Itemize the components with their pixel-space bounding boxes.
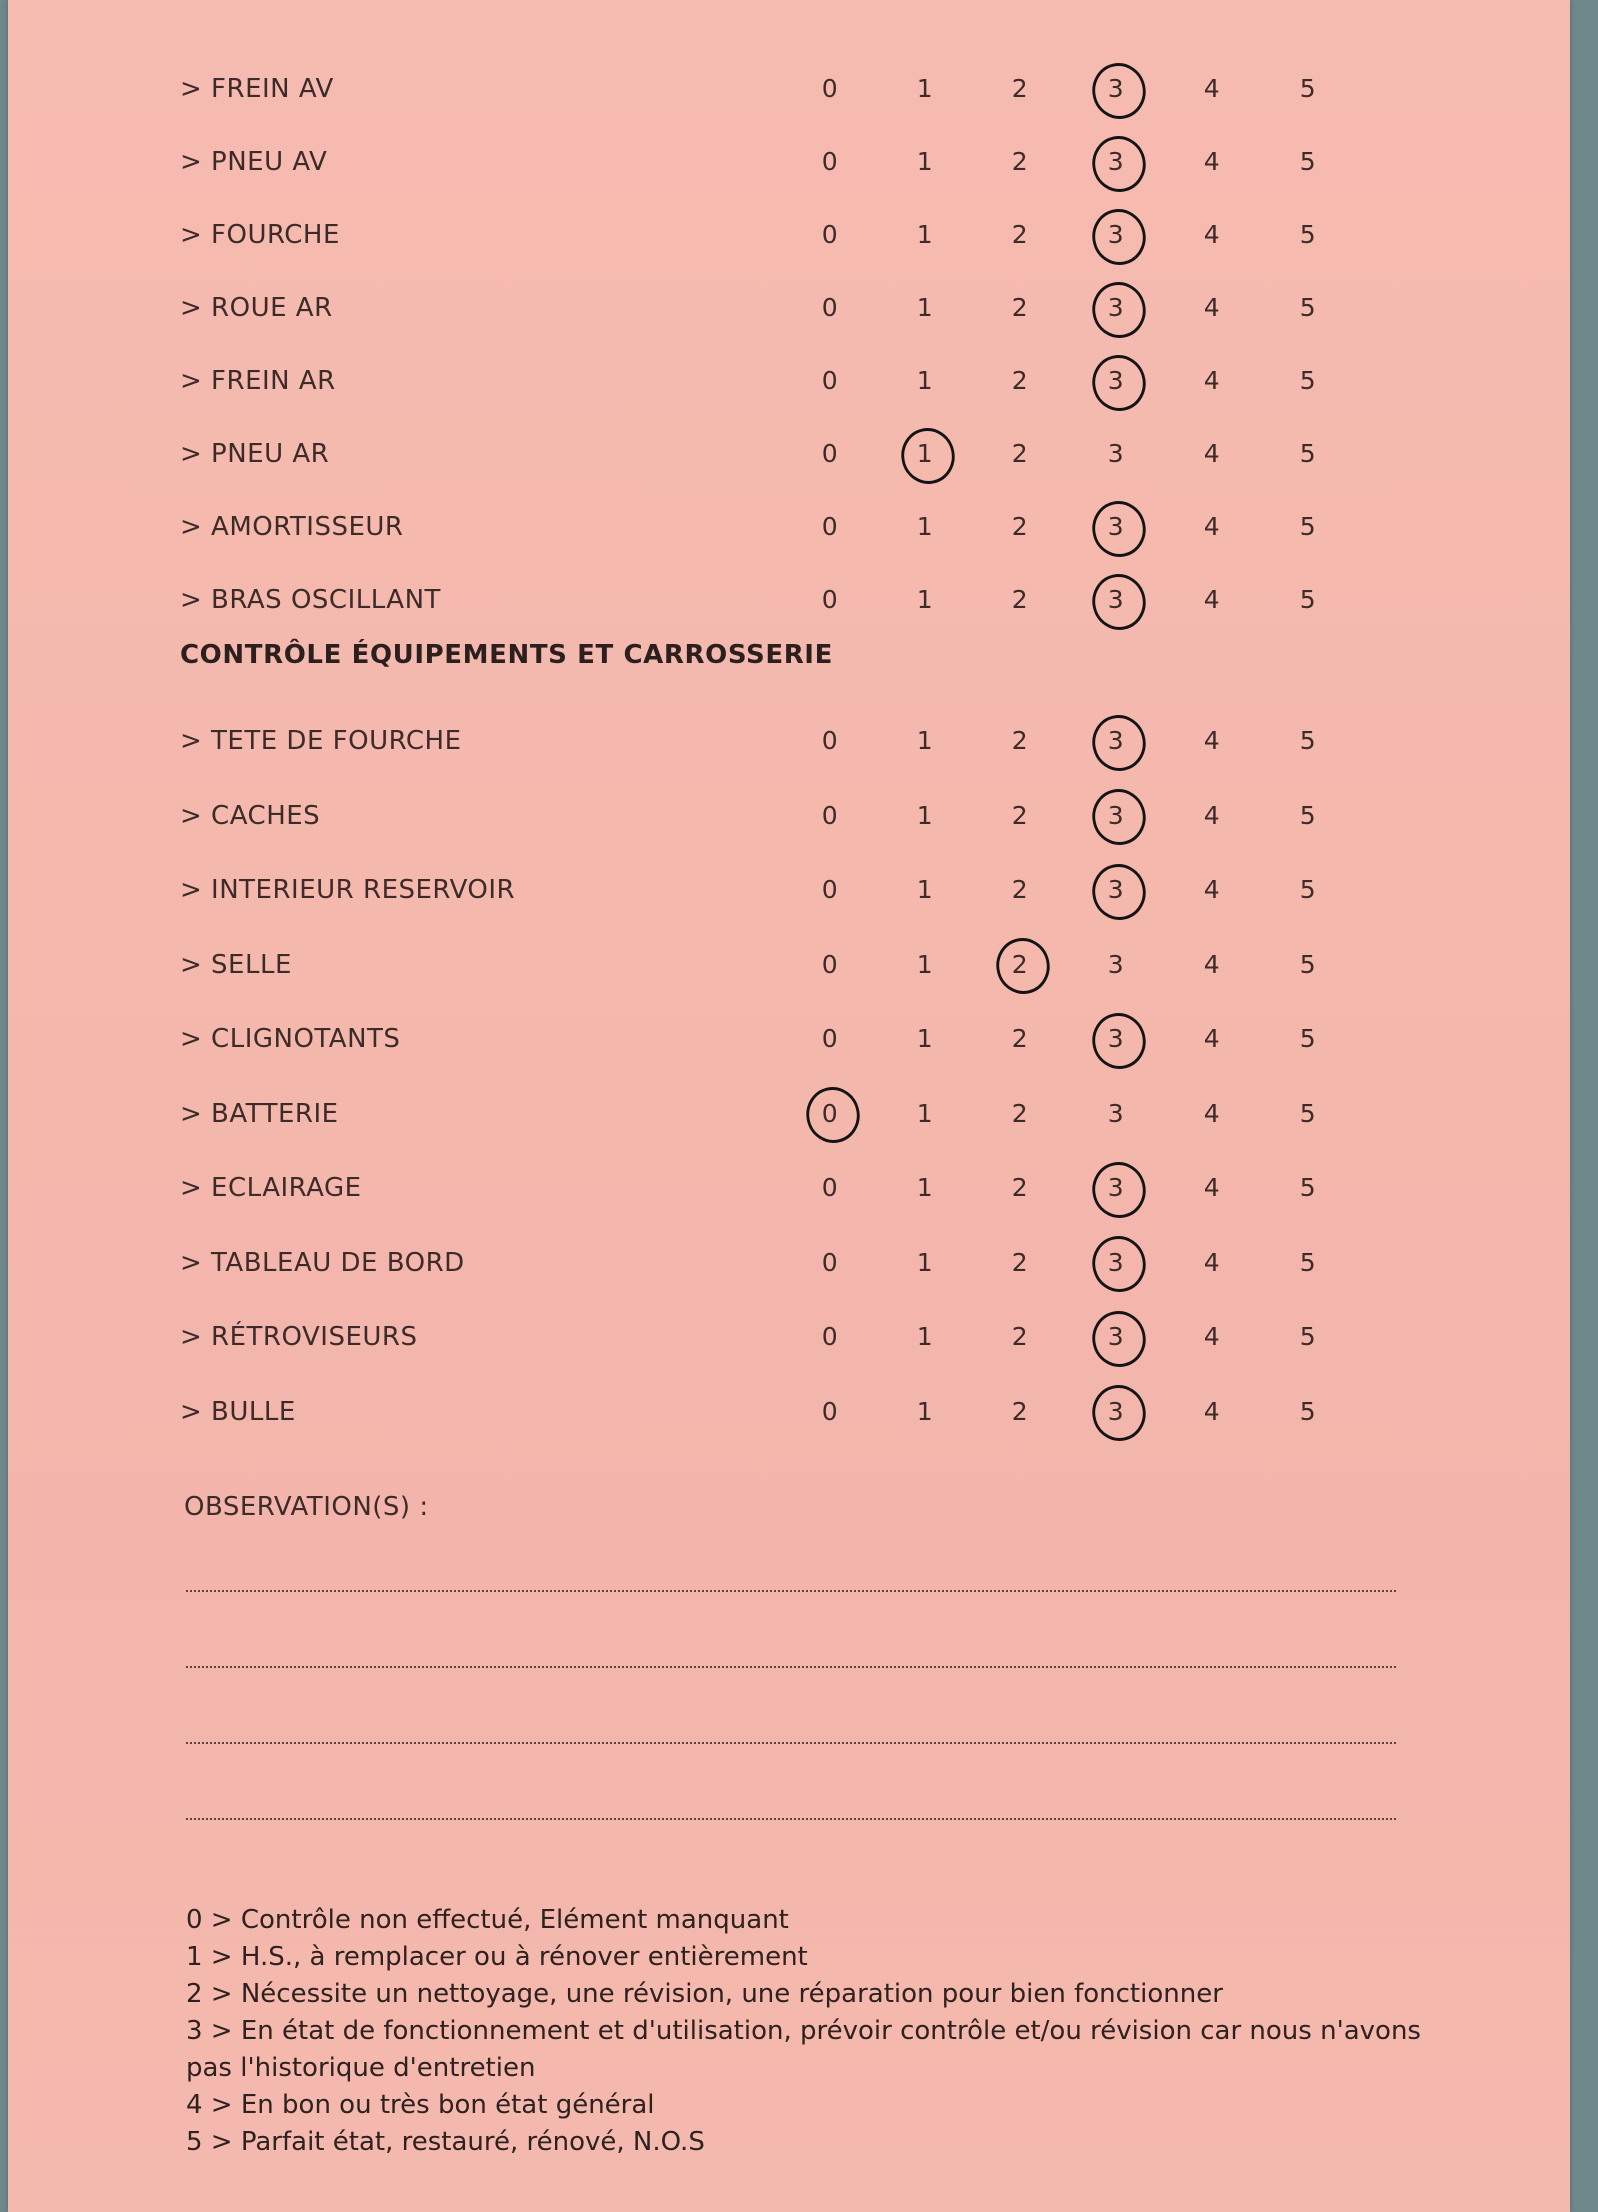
- score-option[interactable]: 4: [1203, 439, 1221, 468]
- row-label: > INTERIEUR RESERVOIR: [180, 875, 516, 905]
- legend-item: 3 > En état de fonctionnement et d'utilisation, prévoir contrôle et/ou révision car nous n'avons pas l'historique d'entretien: [186, 2016, 1421, 2083]
- score-option-selected[interactable]: 3: [1086, 74, 1146, 103]
- checklist-row: [8, 279, 1570, 339]
- score-option-selected[interactable]: 3: [1086, 801, 1146, 830]
- score-option[interactable]: 4: [1203, 1396, 1221, 1426]
- row-label: > AMORTISSEUR: [180, 512, 404, 542]
- score-option[interactable]: 2: [1011, 875, 1029, 904]
- score-option[interactable]: 0: [821, 726, 839, 755]
- score-option[interactable]: 0: [821, 1396, 839, 1426]
- score-option[interactable]: 1: [916, 1024, 934, 1053]
- score-option[interactable]: 5: [1299, 949, 1317, 979]
- score-option[interactable]: 2: [1011, 1098, 1029, 1128]
- checklist-row: [8, 861, 1570, 921]
- score-option[interactable]: 4: [1203, 512, 1221, 541]
- legend-item: 5 > Parfait état, restauré, rénové, N.O.S: [186, 2127, 705, 2157]
- observation-line[interactable]: [186, 1742, 1396, 1744]
- score-option[interactable]: 4: [1203, 1322, 1221, 1351]
- section-title: CONTRÔLE ÉQUIPEMENTS ET CARROSSERIE: [180, 640, 833, 670]
- checklist-row: [8, 787, 1570, 847]
- score-option[interactable]: 4: [1203, 585, 1221, 614]
- score-option[interactable]: 4: [1203, 1173, 1221, 1202]
- checklist-row: [8, 60, 1570, 120]
- score-option[interactable]: 0: [821, 1173, 839, 1202]
- score-option[interactable]: 0: [821, 293, 839, 322]
- score-option[interactable]: 5: [1299, 439, 1317, 468]
- score-option[interactable]: 0: [821, 74, 839, 103]
- row-label: > TETE DE FOURCHE: [180, 726, 462, 756]
- score-option[interactable]: 1: [916, 147, 934, 176]
- score-option[interactable]: 2: [1011, 1322, 1029, 1351]
- legend-item: 1 > H.S., à remplacer ou à rénover entièrement: [186, 1942, 808, 1972]
- score-option[interactable]: 1: [916, 726, 934, 755]
- score-option[interactable]: 5: [1299, 800, 1317, 830]
- score-option[interactable]: 0: [821, 585, 839, 614]
- row-label: > ROUE AR: [180, 293, 333, 323]
- score-option[interactable]: 2: [1011, 585, 1029, 614]
- row-label: > FOURCHE: [180, 220, 340, 250]
- row-label: > FREIN AV: [180, 74, 334, 104]
- inspection-sheet: [8, 0, 1570, 2212]
- score-option[interactable]: 5: [1299, 1247, 1317, 1277]
- row-label: > PNEU AV: [180, 147, 328, 177]
- legend-item: 4 > En bon ou très bon état général: [186, 2090, 655, 2120]
- score-option-selected[interactable]: 3: [1086, 1322, 1146, 1351]
- row-label: > RÉTROVISEURS: [180, 1322, 418, 1352]
- score-option-selected[interactable]: 3: [1086, 1024, 1146, 1053]
- checklist-row: [8, 1383, 1570, 1443]
- score-option[interactable]: 1: [916, 875, 934, 904]
- row-label: > BATTERIE: [180, 1098, 339, 1129]
- score-option-selected[interactable]: 3: [1086, 726, 1146, 755]
- score-option-selected[interactable]: 3: [1086, 1248, 1146, 1277]
- score-option[interactable]: 5: [1299, 512, 1317, 541]
- score-option[interactable]: 2: [1011, 800, 1029, 830]
- observation-label: OBSERVATION(S) :: [184, 1492, 429, 1522]
- score-option[interactable]: 1: [916, 1396, 934, 1426]
- score-option[interactable]: 2: [1011, 1173, 1029, 1202]
- checklist-row: [8, 1085, 1570, 1145]
- score-option[interactable]: 1: [916, 1322, 934, 1351]
- score-option[interactable]: 1: [916, 74, 934, 103]
- score-option[interactable]: 4: [1203, 293, 1221, 322]
- score-option[interactable]: 4: [1203, 949, 1221, 979]
- observation-line[interactable]: [186, 1590, 1396, 1592]
- checklist-row: [8, 352, 1570, 412]
- score-option[interactable]: 5: [1299, 366, 1317, 395]
- score-option-selected[interactable]: 3: [1086, 1173, 1146, 1202]
- score-option-selected[interactable]: 1: [895, 439, 955, 468]
- row-label: > BRAS OSCILLANT: [180, 585, 441, 615]
- checklist-row: [8, 1159, 1570, 1219]
- score-option[interactable]: 5: [1299, 147, 1317, 176]
- score-option[interactable]: 5: [1299, 1098, 1317, 1128]
- score-option[interactable]: 2: [1011, 512, 1029, 541]
- score-option[interactable]: 1: [916, 585, 934, 614]
- score-option[interactable]: 4: [1203, 220, 1221, 249]
- score-option[interactable]: 4: [1203, 1247, 1221, 1277]
- score-option[interactable]: 5: [1299, 220, 1317, 249]
- score-option[interactable]: 1: [916, 1247, 934, 1277]
- score-option-selected[interactable]: 3: [1086, 585, 1146, 614]
- score-option[interactable]: 2: [1011, 220, 1029, 249]
- score-option[interactable]: 0: [821, 949, 839, 979]
- score-option[interactable]: 5: [1299, 585, 1317, 614]
- score-option[interactable]: 2: [1011, 1396, 1029, 1426]
- score-option[interactable]: 1: [916, 366, 934, 395]
- checklist-row: [8, 498, 1570, 558]
- score-option[interactable]: 5: [1299, 293, 1317, 322]
- checklist-row: [8, 1010, 1570, 1070]
- score-option[interactable]: 1: [916, 1173, 934, 1202]
- score-option[interactable]: 5: [1299, 726, 1317, 755]
- checklist-row: [8, 133, 1570, 193]
- score-option[interactable]: 0: [821, 800, 839, 830]
- score-option[interactable]: 0: [821, 875, 839, 904]
- score-option[interactable]: 3: [1107, 949, 1125, 979]
- score-option[interactable]: 1: [916, 800, 934, 830]
- score-option[interactable]: 1: [916, 949, 934, 979]
- score-option[interactable]: 4: [1203, 800, 1221, 830]
- score-option[interactable]: 2: [1011, 1247, 1029, 1277]
- score-option[interactable]: 1: [916, 293, 934, 322]
- score-option[interactable]: 2: [1011, 147, 1029, 176]
- checklist-row: [8, 936, 1570, 996]
- score-option-selected[interactable]: 3: [1086, 220, 1146, 249]
- checklist-row: [8, 712, 1570, 772]
- score-option[interactable]: 0: [821, 147, 839, 176]
- score-option[interactable]: 2: [1011, 726, 1029, 755]
- score-option[interactable]: 4: [1203, 74, 1221, 103]
- score-option[interactable]: 4: [1203, 366, 1221, 395]
- score-option[interactable]: 5: [1299, 875, 1317, 904]
- score-option[interactable]: 2: [1011, 366, 1029, 395]
- checklist-row: [8, 206, 1570, 266]
- score-option[interactable]: 0: [821, 512, 839, 541]
- checklist-row: [8, 571, 1570, 631]
- score-option[interactable]: 1: [916, 512, 934, 541]
- score-option[interactable]: 0: [821, 220, 839, 249]
- score-option-selected[interactable]: 3: [1086, 512, 1146, 541]
- legend-item: 2 > Nécessite un nettoyage, une révision, une réparation pour bien fonctionner: [186, 1979, 1223, 2009]
- row-label: > ECLAIRAGE: [180, 1173, 362, 1203]
- score-option-selected[interactable]: 3: [1086, 1397, 1146, 1426]
- row-label: > TABLEAU DE BORD: [180, 1247, 465, 1278]
- score-option-selected[interactable]: 0: [800, 1099, 860, 1128]
- row-label: > CLIGNOTANTS: [180, 1024, 401, 1054]
- score-option[interactable]: 0: [821, 439, 839, 468]
- checklist-row: [8, 1234, 1570, 1294]
- row-label: > FREIN AR: [180, 366, 336, 396]
- score-option-selected[interactable]: 3: [1086, 366, 1146, 395]
- score-option[interactable]: 1: [916, 1098, 934, 1128]
- score-option[interactable]: 2: [1011, 293, 1029, 322]
- score-option[interactable]: 2: [1011, 439, 1029, 468]
- score-option[interactable]: 3: [1107, 1098, 1125, 1128]
- score-option[interactable]: 1: [916, 220, 934, 249]
- score-option[interactable]: 4: [1203, 1098, 1221, 1128]
- score-option[interactable]: 5: [1299, 74, 1317, 103]
- score-option[interactable]: 3: [1107, 439, 1125, 468]
- score-option[interactable]: 5: [1299, 1396, 1317, 1426]
- legend: [186, 1902, 1436, 2161]
- row-label: > CACHES: [180, 800, 321, 831]
- score-option[interactable]: 4: [1203, 726, 1221, 755]
- score-option[interactable]: 2: [1011, 74, 1029, 103]
- checklist-row: [8, 1308, 1570, 1368]
- score-option-selected[interactable]: 3: [1086, 147, 1146, 176]
- observation-line[interactable]: [186, 1818, 1396, 1820]
- observation-line[interactable]: [186, 1666, 1396, 1668]
- legend-item: 0 > Contrôle non effectué, Elément manquant: [186, 1905, 789, 1935]
- score-option[interactable]: 0: [821, 366, 839, 395]
- score-option[interactable]: 5: [1299, 1322, 1317, 1351]
- score-option[interactable]: 5: [1299, 1173, 1317, 1202]
- checklist-row: [8, 425, 1570, 485]
- score-option-selected[interactable]: 3: [1086, 293, 1146, 322]
- score-option[interactable]: 0: [821, 1247, 839, 1277]
- score-option-selected[interactable]: 2: [990, 950, 1050, 979]
- score-option[interactable]: 2: [1011, 1024, 1029, 1053]
- score-option[interactable]: 4: [1203, 1024, 1221, 1053]
- score-option[interactable]: 0: [821, 1322, 839, 1351]
- score-option[interactable]: 4: [1203, 875, 1221, 904]
- score-option[interactable]: 5: [1299, 1024, 1317, 1053]
- score-option[interactable]: 4: [1203, 147, 1221, 176]
- score-option[interactable]: 0: [821, 1024, 839, 1053]
- row-label: > SELLE: [180, 949, 292, 980]
- row-label: > PNEU AR: [180, 439, 330, 469]
- score-option-selected[interactable]: 3: [1086, 875, 1146, 904]
- row-label: > BULLE: [180, 1396, 296, 1427]
